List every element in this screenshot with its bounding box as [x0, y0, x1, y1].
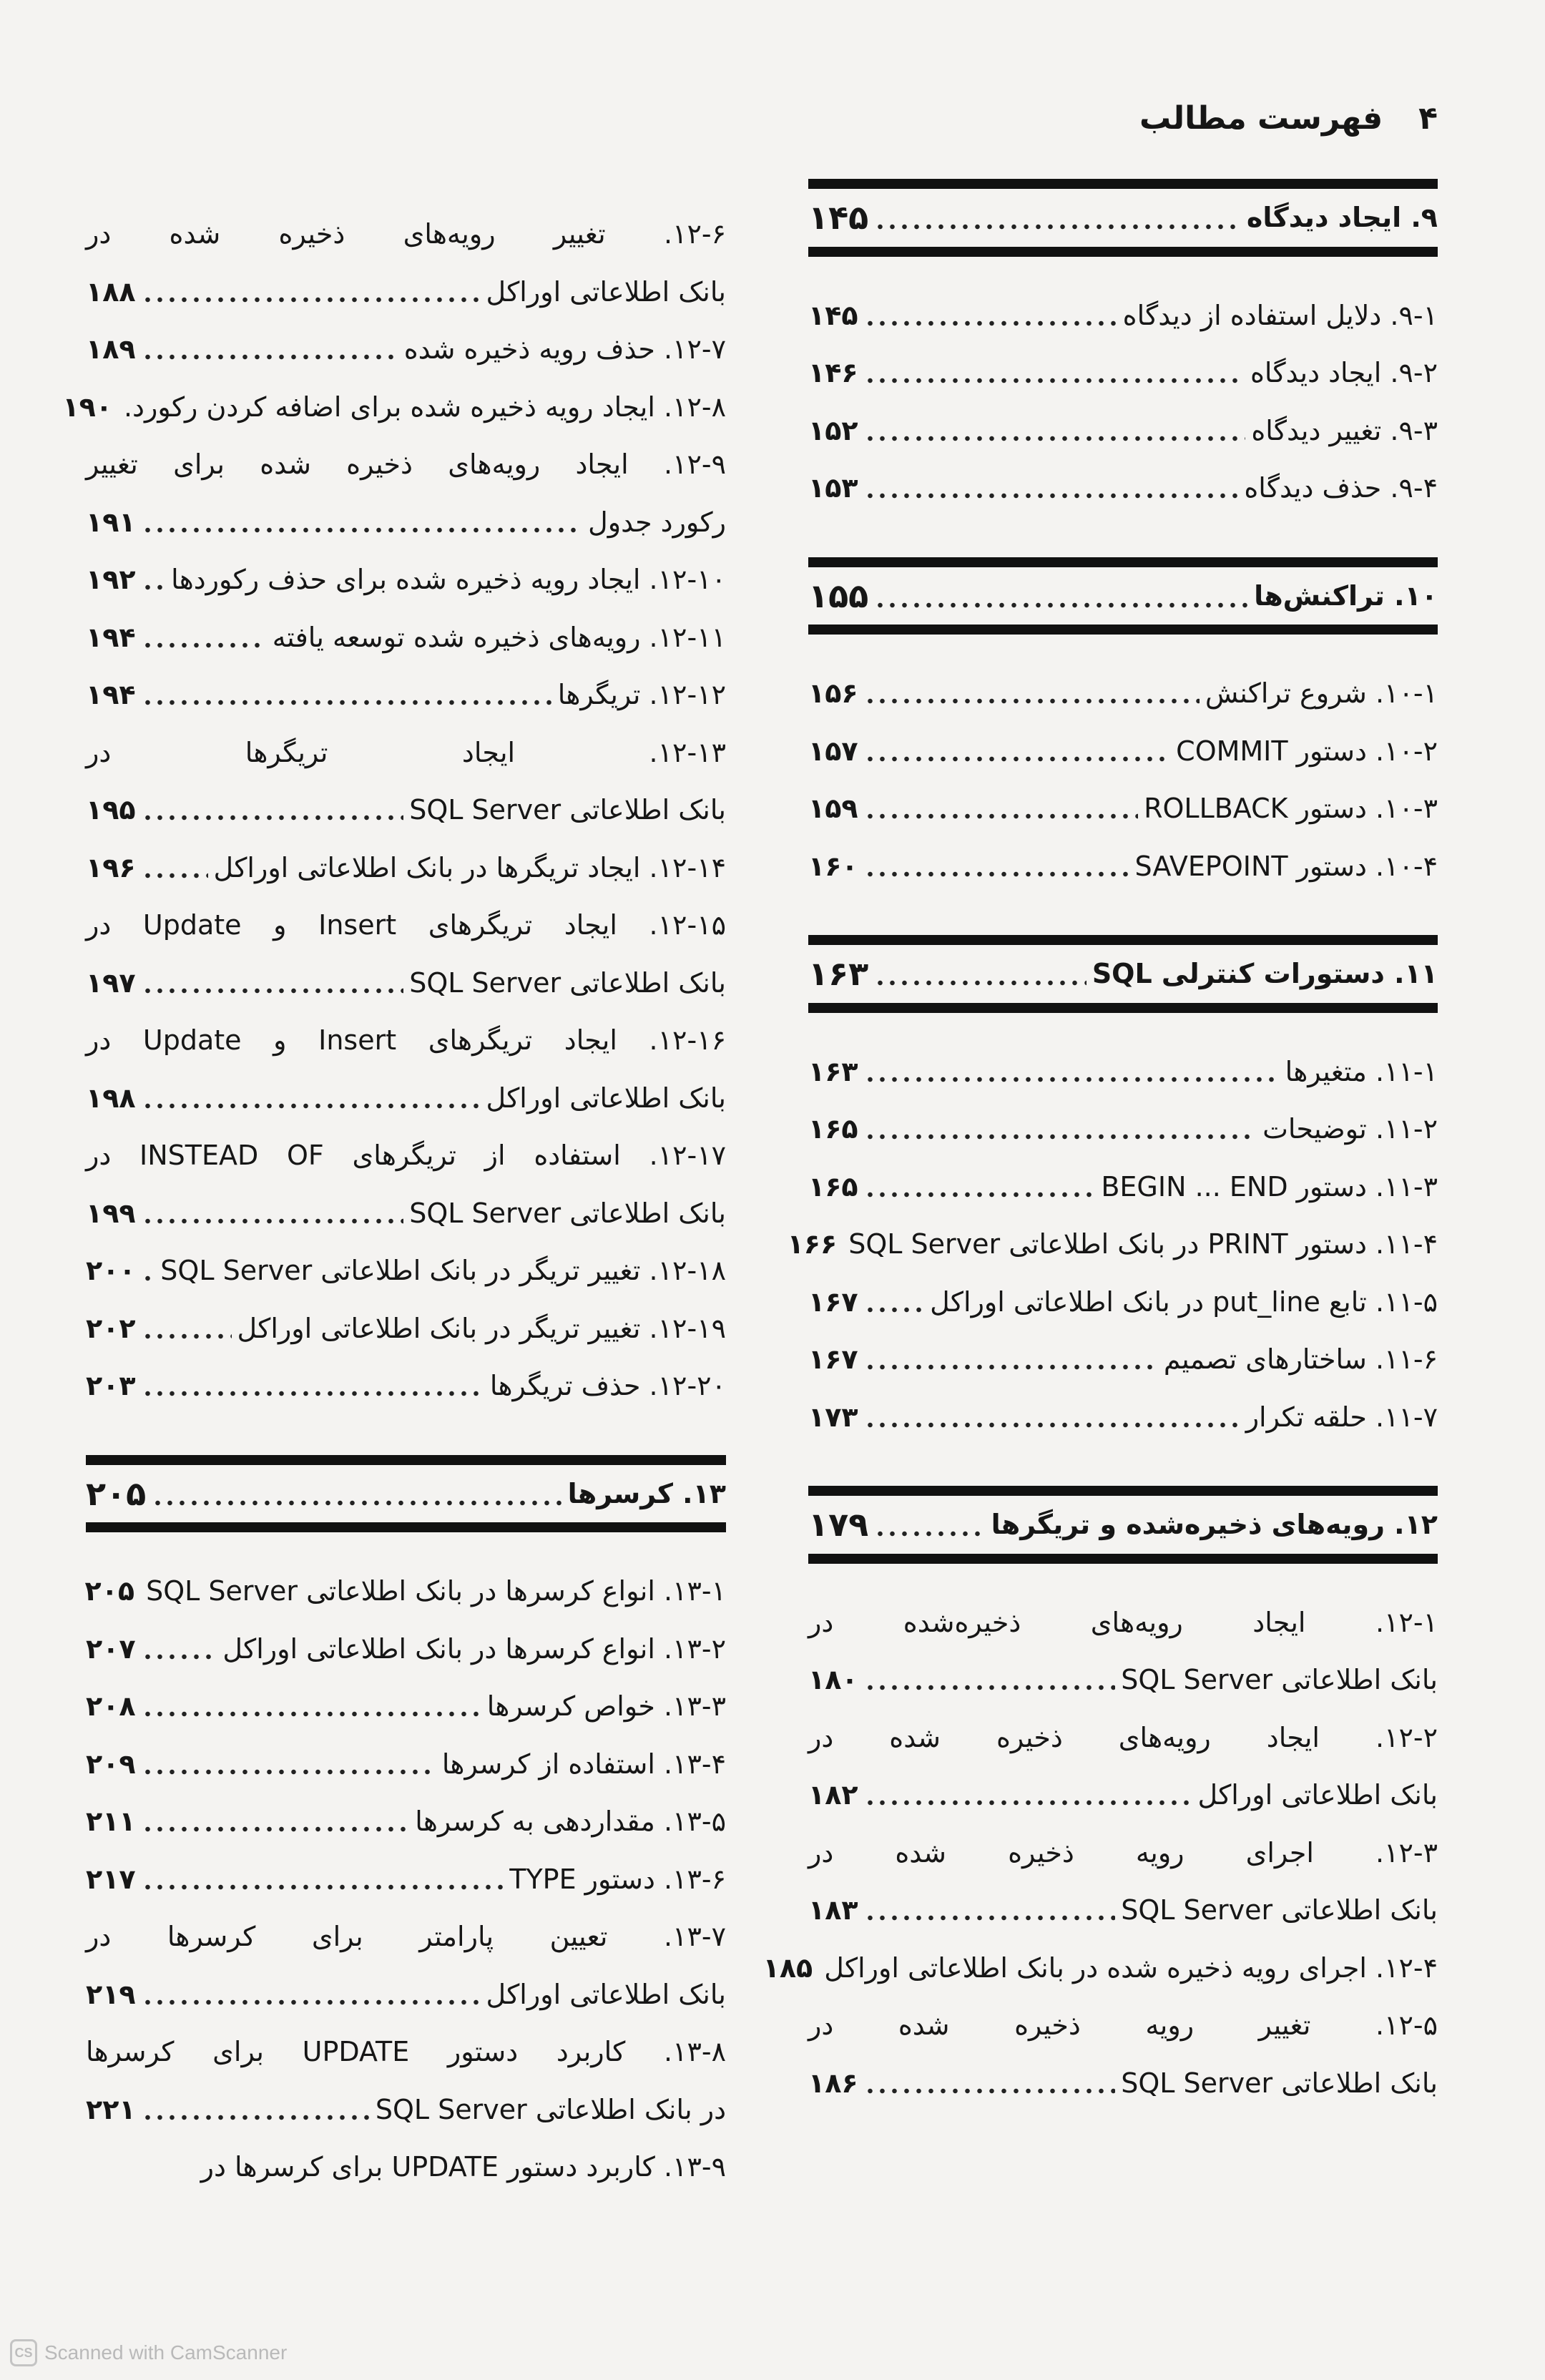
dot-leader	[142, 1768, 436, 1776]
toc-entry[interactable]	[86, 1620, 726, 1678]
entry-title: ۱۲-۸. ایجاد رویه ذخیره شده برای اضافه کردن رکورد.	[123, 391, 726, 423]
dot-leader	[874, 223, 1241, 230]
entry-title: ۱۳-۶. دستور TYPE	[509, 1863, 726, 1895]
entry-page: ۱۶۵	[808, 1113, 858, 1145]
chapter-entries	[86, 1532, 726, 2196]
toc-entry[interactable]	[86, 1357, 726, 1415]
chapter-page: ۱۴۵	[808, 198, 869, 237]
entry-page: ۱۹۴	[86, 621, 136, 653]
entry-title: بانک اطلاعاتی SQL Server	[1121, 1664, 1438, 1696]
dot-leader	[152, 1499, 561, 1507]
dot-leader	[864, 435, 1246, 442]
entry-page: ۱۴۶	[808, 357, 858, 389]
entry-page: ۱۶۷	[808, 1286, 858, 1318]
entry-page: ۲۱۷	[86, 1863, 136, 1895]
chapter-heading[interactable]	[86, 1465, 726, 1523]
chapter-title: ۱۱. دستورات کنترلی SQL	[1092, 958, 1438, 990]
toc-entry[interactable]	[762, 1939, 1438, 1997]
chapter-page: ۱۵۵	[808, 576, 869, 615]
entry-title: ۱۳-۸. کاربرد دستور UPDATE برای کرسرها	[86, 2036, 727, 2068]
entry-title: بانک اطلاعاتی اوراکل	[486, 275, 726, 308]
dot-leader	[874, 979, 1087, 986]
entry-page: ۲۰۷	[86, 1632, 136, 1665]
entry-title: ۱۱-۴. دستور PRINT در بانک اطلاعاتی SQL Server	[848, 1228, 1438, 1260]
entry-title: ۱۲-۳. اجرای رویه ذخیره شده در	[808, 1836, 1438, 1869]
rule-top	[808, 557, 1438, 567]
chapter-heading[interactable]	[808, 189, 1438, 247]
entry-title: ۹-۲. ایجاد دیدگاه	[1250, 357, 1438, 389]
entry-page: ۱۵۶	[808, 677, 858, 710]
toc-entry[interactable]	[808, 1881, 1438, 1939]
dot-leader	[864, 1133, 1257, 1140]
toc-entry[interactable]	[86, 1562, 726, 1620]
dot-leader	[142, 642, 267, 649]
dot-leader	[864, 2087, 1116, 2095]
page-title: فهرست مطالب	[1139, 99, 1383, 137]
entry-title: ۱۲-۶. تغییر رویه‌های ذخیره شده در	[86, 218, 726, 250]
rule-bottom	[808, 625, 1438, 635]
entry-page: ۱۵۳	[808, 472, 858, 504]
entry-page: ۱۹۲	[86, 564, 136, 596]
toc-entry[interactable]	[86, 609, 726, 667]
entry-page: ۱۸۲	[808, 1779, 858, 1811]
entry-page: ۲۰۰	[86, 1255, 136, 1287]
entry-page: ۱۶۵	[808, 1170, 858, 1203]
toc-entry[interactable]	[86, 1793, 726, 1851]
watermark-text: Scanned with CamScanner	[44, 2341, 288, 2364]
chapter-heading[interactable]	[808, 1496, 1438, 1554]
toc-entry[interactable]	[86, 839, 726, 897]
toc-left-column	[62, 205, 727, 2196]
dot-leader	[864, 492, 1239, 499]
toc-entry[interactable]	[808, 665, 1438, 723]
dot-leader	[142, 2114, 370, 2121]
entry-title: ۱۱-۵. تابع put_line در بانک اطلاعاتی اوراکل	[930, 1286, 1438, 1318]
entry-title: ۱۲-۴. اجرای رویه ذخیره شده در بانک اطلاعاتی اوراکل	[824, 1951, 1438, 1984]
entry-title: ۱۱-۲. توضیحات	[1262, 1113, 1438, 1145]
dot-leader	[142, 872, 208, 879]
dot-leader	[874, 602, 1248, 609]
toc-entry[interactable]	[86, 954, 726, 1012]
dot-leader	[142, 1218, 404, 1225]
entry-title: ۱۲-۱۷. استفاده از تریگرهای INSTEAD OF در	[86, 1140, 727, 1172]
entry-title: ۱۰-۱. شروع تراکنش	[1205, 677, 1438, 710]
rule-top	[808, 935, 1438, 945]
chapter-section	[808, 557, 1438, 896]
chapter-entries	[762, 1564, 1438, 2112]
dot-leader	[142, 1653, 217, 1660]
entry-page: ۱۸۹	[86, 333, 136, 366]
entry-title: ۱۲-۵. تغییر رویه ذخیره شده در	[808, 2009, 1438, 2042]
toc-entry[interactable]	[86, 1242, 726, 1300]
entry-page: ۲۱۹	[86, 1978, 136, 2010]
toc-entry[interactable]	[86, 2138, 726, 2196]
entry-page: ۱۴۵	[808, 299, 858, 331]
entry-page: ۱۹۴	[86, 679, 136, 711]
entry-title: ۱۲-۱۶. ایجاد تریگرهای Insert و Update در	[86, 1024, 726, 1057]
entry-title: بانک اطلاعاتی SQL Server	[409, 794, 726, 826]
entry-page: ۱۶۷	[808, 1343, 858, 1376]
entry-title: ۱۲-۹. ایجاد رویه‌های ذخیره شده برای تغییر	[86, 449, 726, 481]
rule-bottom	[808, 1003, 1438, 1013]
dot-leader	[864, 871, 1129, 878]
dot-leader	[864, 1076, 1280, 1083]
entry-page: ۱۸۶	[808, 2067, 858, 2099]
rule-bottom	[808, 1554, 1438, 1564]
rule-bottom	[808, 247, 1438, 257]
rule-top	[86, 1455, 726, 1465]
dot-leader	[142, 1826, 410, 1833]
entry-title: ۱۱-۳. دستور BEGIN ... END	[1101, 1170, 1438, 1203]
chapter-section	[808, 179, 1438, 517]
entry-title: بانک اطلاعاتی اوراکل	[486, 1978, 726, 2010]
toc-entry[interactable]	[86, 1851, 726, 1909]
toc-entry[interactable]	[86, 896, 726, 954]
entry-page: ۱۹۰	[62, 391, 112, 423]
chapter-entries	[808, 635, 1438, 895]
toc-entry[interactable]	[86, 2081, 726, 2139]
chapter-heading[interactable]	[808, 567, 1438, 625]
chapter-heading[interactable]	[808, 945, 1438, 1003]
scanner-watermark	[10, 2339, 287, 2366]
entry-page: ۱۶۳	[808, 1055, 858, 1087]
dot-leader	[142, 584, 166, 591]
toc-entry[interactable]	[86, 263, 726, 321]
page-number: ۴	[1418, 99, 1438, 137]
entry-title: ۱۳-۳. خواص کرسرها	[486, 1690, 726, 1723]
toc-entry[interactable]	[808, 780, 1438, 838]
entry-title: بانک اطلاعاتی SQL Server	[409, 966, 726, 999]
entry-title: ۱۱-۷. حلقه تکرار	[1245, 1401, 1438, 1433]
entry-title: ۱۲-۷. حذف رویه ذخیره شده	[403, 333, 726, 366]
toc-entry[interactable]	[86, 1908, 726, 1966]
toc-entry[interactable]	[86, 320, 726, 378]
entry-title: بانک اطلاعاتی اوراکل	[1197, 1779, 1438, 1811]
entry-title: ۱۳-۹. کاربرد دستور UPDATE برای کرسرها در	[200, 2151, 726, 2183]
toc-entry[interactable]	[808, 1766, 1438, 1824]
toc-entry[interactable]	[86, 1012, 726, 1069]
dot-leader	[864, 1421, 1240, 1429]
entry-title: ۱۲-۱۹. تغییر تریگر در بانک اطلاعاتی اوراکل	[237, 1312, 726, 1344]
entry-page: ۲۰۳	[86, 1370, 136, 1402]
dot-leader	[864, 1363, 1158, 1371]
chapter-title: ۱۰. تراکنش‌ها	[1254, 579, 1438, 612]
dot-leader	[142, 1333, 232, 1340]
entry-page: ۱۸۵	[762, 1951, 813, 1984]
toc-entry[interactable]	[808, 723, 1438, 780]
rule-top	[808, 179, 1438, 189]
running-header	[808, 93, 1438, 143]
entry-page: ۱۹۶	[86, 851, 136, 883]
entry-page: ۱۵۷	[808, 735, 858, 767]
entry-title: ۱۳-۲. انواع کرسرها در بانک اطلاعاتی اوراکل	[222, 1632, 726, 1665]
toc-entry[interactable]	[86, 436, 726, 494]
entry-title: ۱۲-۱۸. تغییر تریگر در بانک اطلاعاتی SQL Server	[160, 1255, 726, 1287]
toc-entry[interactable]	[808, 1389, 1438, 1446]
entry-title: رکورد جدول	[588, 506, 726, 538]
dot-leader	[142, 1884, 504, 1891]
entry-title: ۱۲-۱۳. ایجاد تریگرها در	[86, 736, 726, 768]
entry-title: ۹-۳. تغییر دیدگاه	[1251, 414, 1438, 446]
toc-entry[interactable]	[808, 1824, 1438, 1882]
toc-entry[interactable]	[808, 1709, 1438, 1767]
dot-leader	[864, 1914, 1116, 1921]
chapter-page: ۲۰۵	[86, 1474, 147, 1513]
chapter-section	[762, 1486, 1438, 2112]
toc-entry[interactable]	[808, 2055, 1438, 2112]
chapter-entries	[808, 257, 1438, 517]
chapter-section	[86, 1455, 726, 2196]
toc-entry[interactable]	[86, 1966, 726, 2024]
dot-leader	[142, 1999, 481, 2006]
entry-page: ۲۰۸	[86, 1690, 136, 1723]
entry-title: ۱۳-۷. تعیین پارامتر برای کرسرها در	[86, 1921, 726, 1953]
dot-leader	[142, 527, 583, 534]
toc-entry[interactable]	[808, 1331, 1438, 1389]
entry-title: ۱۰-۲. دستور COMMIT	[1176, 735, 1438, 767]
entry-page: ۲۲۱	[86, 2093, 136, 2125]
toc-entry[interactable]	[86, 1735, 726, 1793]
entry-title: ۹-۱. دلایل استفاده از دیدگاه	[1122, 299, 1438, 331]
toc-entry[interactable]	[86, 205, 726, 263]
entry-page: ۱۹۷	[86, 966, 136, 999]
toc-entry[interactable]	[808, 1997, 1438, 2055]
toc-entry[interactable]	[86, 724, 726, 782]
toc-entry[interactable]	[808, 344, 1438, 402]
toc-entry[interactable]	[86, 1185, 726, 1243]
dot-leader	[864, 1684, 1116, 1691]
dot-leader	[864, 697, 1200, 705]
entry-title: ۱۳-۵. مقداردهی به کرسرها	[415, 1806, 726, 1838]
dot-leader	[142, 987, 404, 994]
toc-entry[interactable]	[808, 1100, 1438, 1158]
entry-page: ۱۹۹	[86, 1197, 136, 1229]
entry-page: ۱۹۱	[86, 506, 136, 538]
dot-leader	[864, 1799, 1192, 1806]
toc-entry[interactable]	[808, 1651, 1438, 1709]
chapter-page: ۱۷۹	[808, 1505, 869, 1544]
entry-title: ۱۲-۲. ایجاد رویه‌های ذخیره شده در	[808, 1721, 1438, 1753]
entry-page: ۱۵۲	[808, 414, 858, 446]
toc-entry[interactable]	[86, 781, 726, 839]
entry-title: بانک اطلاعاتی SQL Server	[1121, 1894, 1438, 1926]
entry-title: ۱۱-۱. متغیرها	[1285, 1055, 1438, 1087]
entry-page: ۱۸۰	[808, 1664, 858, 1696]
dot-leader	[864, 755, 1171, 763]
toc-entry[interactable]	[808, 1594, 1438, 1652]
entry-page: ۱۸۳	[808, 1894, 858, 1926]
entry-title: ۱۰-۳. دستور ROLLBACK	[1144, 793, 1438, 825]
toc-entry[interactable]	[808, 1158, 1438, 1216]
dot-leader	[864, 320, 1117, 327]
entry-page: ۲۱۱	[86, 1806, 136, 1838]
dot-leader	[864, 813, 1138, 820]
chapter-title: ۹. ایجاد دیدگاه	[1246, 202, 1438, 234]
toc-entry[interactable]	[86, 1127, 726, 1185]
entry-title: ۱۲-۱. ایجاد رویه‌های ذخیره‌شده در	[808, 1606, 1438, 1638]
dot-leader	[142, 699, 552, 706]
entry-title: بانک اطلاعاتی SQL Server	[409, 1197, 726, 1229]
rule-top	[808, 1486, 1438, 1496]
entry-page: ۱۶۰	[808, 850, 858, 882]
entry-page: ۲۰۵	[84, 1575, 135, 1607]
entry-title: ۱۲-۱۲. تریگرها	[557, 679, 726, 711]
toc-entry[interactable]	[808, 287, 1438, 345]
toc-entry[interactable]	[808, 459, 1438, 517]
entry-title: ۹-۴. حذف دیدگاه	[1244, 472, 1438, 504]
toc-entry[interactable]	[86, 1300, 726, 1358]
toc-entry[interactable]	[86, 2023, 726, 2081]
chapter-page: ۱۶۳	[808, 954, 869, 994]
entry-title: ۱۳-۱. انواع کرسرها در بانک اطلاعاتی SQL Server	[146, 1575, 726, 1607]
entry-title: ۱۲-۱۱. رویه‌های ذخیره شده توسعه یافته	[272, 621, 726, 653]
entry-title: ۱۲-۱۰. ایجاد رویه ذخیره شده برای حذف رکوردها	[171, 564, 726, 596]
toc-entry[interactable]	[86, 551, 726, 609]
toc-entry[interactable]	[86, 494, 726, 552]
entry-page: ۲۰۲	[86, 1312, 136, 1344]
dot-leader	[142, 1710, 481, 1718]
dot-leader	[142, 814, 404, 821]
dot-leader	[142, 353, 398, 361]
entry-title: ۱۲-۱۴. ایجاد تریگرها در بانک اطلاعاتی اوراکل	[213, 851, 726, 883]
toc-entry[interactable]	[86, 1678, 726, 1735]
entry-title: ۱۲-۱۵. ایجاد تریگرهای Insert و Update در	[86, 909, 726, 941]
toc-right-column	[762, 93, 1438, 2112]
dot-leader	[864, 1191, 1096, 1198]
chapter-section	[787, 935, 1438, 1446]
entry-page: ۲۰۹	[86, 1748, 136, 1780]
toc-entry[interactable]	[62, 378, 726, 436]
toc-entry[interactable]	[808, 838, 1438, 896]
toc-entry[interactable]	[808, 1273, 1438, 1331]
dot-leader	[142, 1102, 481, 1110]
entry-page: ۱۸۸	[86, 275, 136, 308]
entry-title: ۱۲-۲۰. حذف تریگرها	[489, 1370, 726, 1402]
dot-leader	[142, 1390, 484, 1397]
entry-title: ۱۳-۴. استفاده از کرسرها	[441, 1748, 726, 1780]
dot-leader	[874, 1530, 985, 1537]
entry-title: ۱۱-۶. ساختارهای تصمیم	[1163, 1343, 1438, 1376]
camscanner-logo-icon: CS	[10, 2339, 37, 2366]
entry-title: در بانک اطلاعاتی SQL Server	[375, 2093, 726, 2125]
dot-leader	[864, 1306, 925, 1313]
rule-bottom	[86, 1522, 726, 1532]
toc-entry[interactable]	[808, 402, 1438, 460]
entry-page: ۱۹۸	[86, 1082, 136, 1114]
entry-title: بانک اطلاعاتی اوراکل	[486, 1082, 726, 1114]
chapter-title: ۱۳. کرسرها	[567, 1477, 726, 1509]
toc-entry[interactable]	[787, 1215, 1438, 1273]
chapter-title: ۱۲. رویه‌های ذخیره‌شده و تریگرها	[991, 1509, 1438, 1541]
entry-page: ۱۶۶	[787, 1228, 838, 1260]
entry-page: ۱۷۳	[808, 1401, 858, 1433]
toc-entry[interactable]	[808, 1043, 1438, 1101]
toc-entry[interactable]	[86, 666, 726, 724]
entry-page: ۱۹۵	[86, 794, 136, 826]
chapter-entries	[787, 1013, 1438, 1446]
entry-title: بانک اطلاعاتی SQL Server	[1121, 2067, 1438, 2099]
entry-page: ۱۵۹	[808, 793, 858, 825]
dot-leader	[142, 1275, 155, 1282]
entry-title: ۱۰-۴. دستور SAVEPOINT	[1134, 850, 1438, 882]
dot-leader	[864, 377, 1245, 384]
dot-leader	[142, 296, 481, 303]
toc-entry[interactable]	[86, 1069, 726, 1127]
